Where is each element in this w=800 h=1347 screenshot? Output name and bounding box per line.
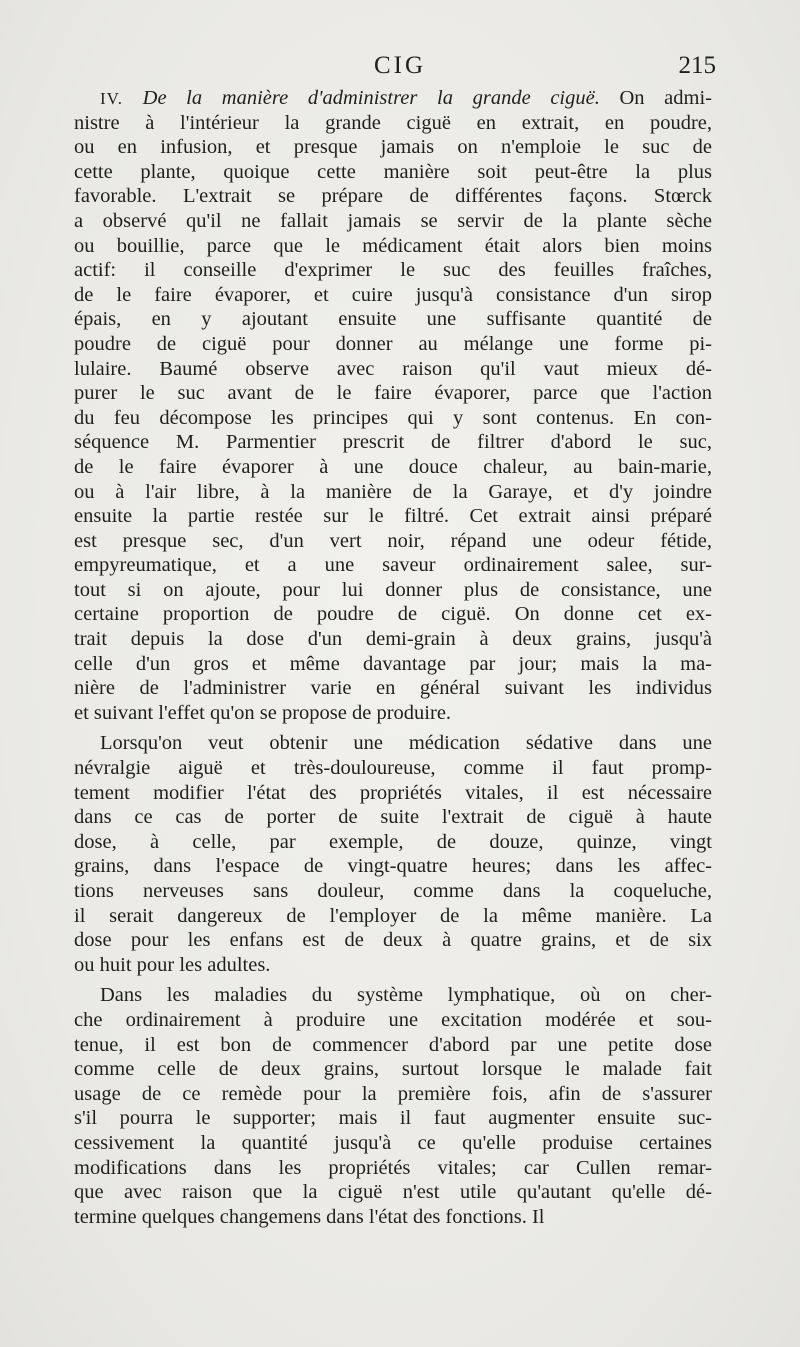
text-line: Lorsqu'on veut obtenir une médication sédative dans une <box>100 732 712 755</box>
page-number: 215 <box>678 52 716 79</box>
text-line: nistre à l'intérieur la grande ciguë en extrait, en poudre, <box>74 111 712 134</box>
text-line: poudre de ciguë pour donner au mélange une forme pi- <box>74 332 712 355</box>
text-line: certaine proportion de poudre de ciguë. On donne cet ex- <box>74 603 712 626</box>
text-line: comme celle de deux grains, surtout lorsque le malade fait <box>74 1058 712 1081</box>
text-line: névralgie aiguë et très-douloureuse, comme il faut promp- <box>74 757 712 780</box>
text-line: ensuite la partie restée sur le filtré. Cet extrait ainsi préparé <box>74 505 712 528</box>
text-line: que avec raison que la ciguë n'est utile qu'autant qu'elle dé- <box>74 1181 712 1204</box>
text-line: trait depuis la dose d'un demi-grain à deux grains, jusqu'à <box>74 628 712 651</box>
running-head-title: CIG <box>373 52 427 79</box>
text-line: favorable. L'extrait se prépare de différentes façons. Stœrck <box>74 185 712 208</box>
text-line: et suivant l'effet qu'on se propose de produire. <box>74 701 452 724</box>
text-line: termine quelques changemens dans l'état des fonctions. Il <box>74 1205 545 1228</box>
text-line: usage de ce remède pour la première fois, afin de s'assurer <box>74 1082 712 1105</box>
text-line: séquence M. Parmentier prescrit de filtrer d'abord le suc, <box>74 431 712 454</box>
text-line: de le faire évaporer, et cuire jusqu'à consistance d'un sirop <box>74 283 712 306</box>
text-line: est presque sec, d'un vert noir, répand une odeur fétide, <box>74 529 712 552</box>
section-number: IV. <box>100 89 123 108</box>
text-line: actif: il conseille d'exprimer le suc des feuilles fraîches, <box>74 259 712 282</box>
text-line: de le faire évaporer à une douce chaleur, au bain-marie, <box>74 455 712 478</box>
text-line: grains, dans l'espace de vingt-quatre heures; dans les affec- <box>74 855 712 878</box>
text-line: a observé qu'il ne fallait jamais se servir de la plante sèche <box>74 209 712 232</box>
text-line: lulaire. Baumé observe avec raison qu'il vaut mieux dé- <box>74 357 712 380</box>
text-line: On admi- <box>619 87 712 109</box>
text-line: tenue, il est bon de commencer d'abord par une petite dose <box>74 1033 712 1056</box>
text-line: dose pour les enfans est de deux à quatre grains, et de six <box>74 929 712 952</box>
running-head <box>0 52 800 88</box>
text-line: ou à l'air libre, à la manière de la Garaye, et d'y joindre <box>74 480 712 503</box>
text-line: celle d'un gros et même davantage par jour; mais la ma- <box>74 652 712 675</box>
paragraph <box>74 111 712 726</box>
text-line: ou en infusion, et presque jamais on n'emploie le suc de <box>74 136 712 159</box>
text-line: modifications dans les propriétés vitales; car Cullen remar- <box>74 1156 712 1179</box>
text-line: épais, en y ajoutant ensuite une suffisante quantité de <box>74 308 712 331</box>
text-line: du feu décompose les principes qui y sont contenus. En con- <box>74 406 712 429</box>
text-line: Dans les maladies du système lymphatique, où on cher- <box>100 984 712 1007</box>
section-title: De la manière d'administrer la grande ciguë. <box>142 87 600 109</box>
text-line: che ordinairement à produire une excitation modérée et sou- <box>74 1008 712 1031</box>
text-line: tement modifier l'état des propriétés vitales, il est nécessaire <box>74 781 712 804</box>
paragraph <box>74 977 712 1229</box>
text-line: empyreumatique, et a une saveur ordinairement salee, sur- <box>74 554 712 577</box>
text-line: dans ce cas de porter de suite l'extrait de ciguë à haute <box>74 806 712 829</box>
paragraph <box>74 725 712 977</box>
text-line: ou bouillie, parce que le médicament était alors bien moins <box>74 234 712 257</box>
text-line: tions nerveuses sans douleur, comme dans la coqueluche, <box>74 880 712 902</box>
text-line: cette plante, quoique cette manière soit peut-être la plus <box>74 160 712 183</box>
text-line: dose, à celle, par exemple, de douze, quinze, vingt <box>74 830 712 853</box>
text-line: il serait dangereux de l'employer de la même manière. La <box>74 904 712 927</box>
text-line: s'il pourra le supporter; mais il faut augmenter ensuite suc- <box>74 1107 712 1130</box>
text-line: nière de l'administrer varie en général suivant les individus <box>74 677 712 700</box>
text-line: cessivement la quantité jusqu'à ce qu'elle produise certaines <box>74 1131 712 1154</box>
body-text <box>74 86 712 1229</box>
text-line: ou huit pour les adultes. <box>74 953 271 976</box>
text-line: tout si on ajoute, pour lui donner plus de consistance, une <box>74 578 712 601</box>
section-heading-line <box>74 86 712 111</box>
text-line: purer le suc avant de le faire évaporer, parce que l'action <box>74 382 712 405</box>
